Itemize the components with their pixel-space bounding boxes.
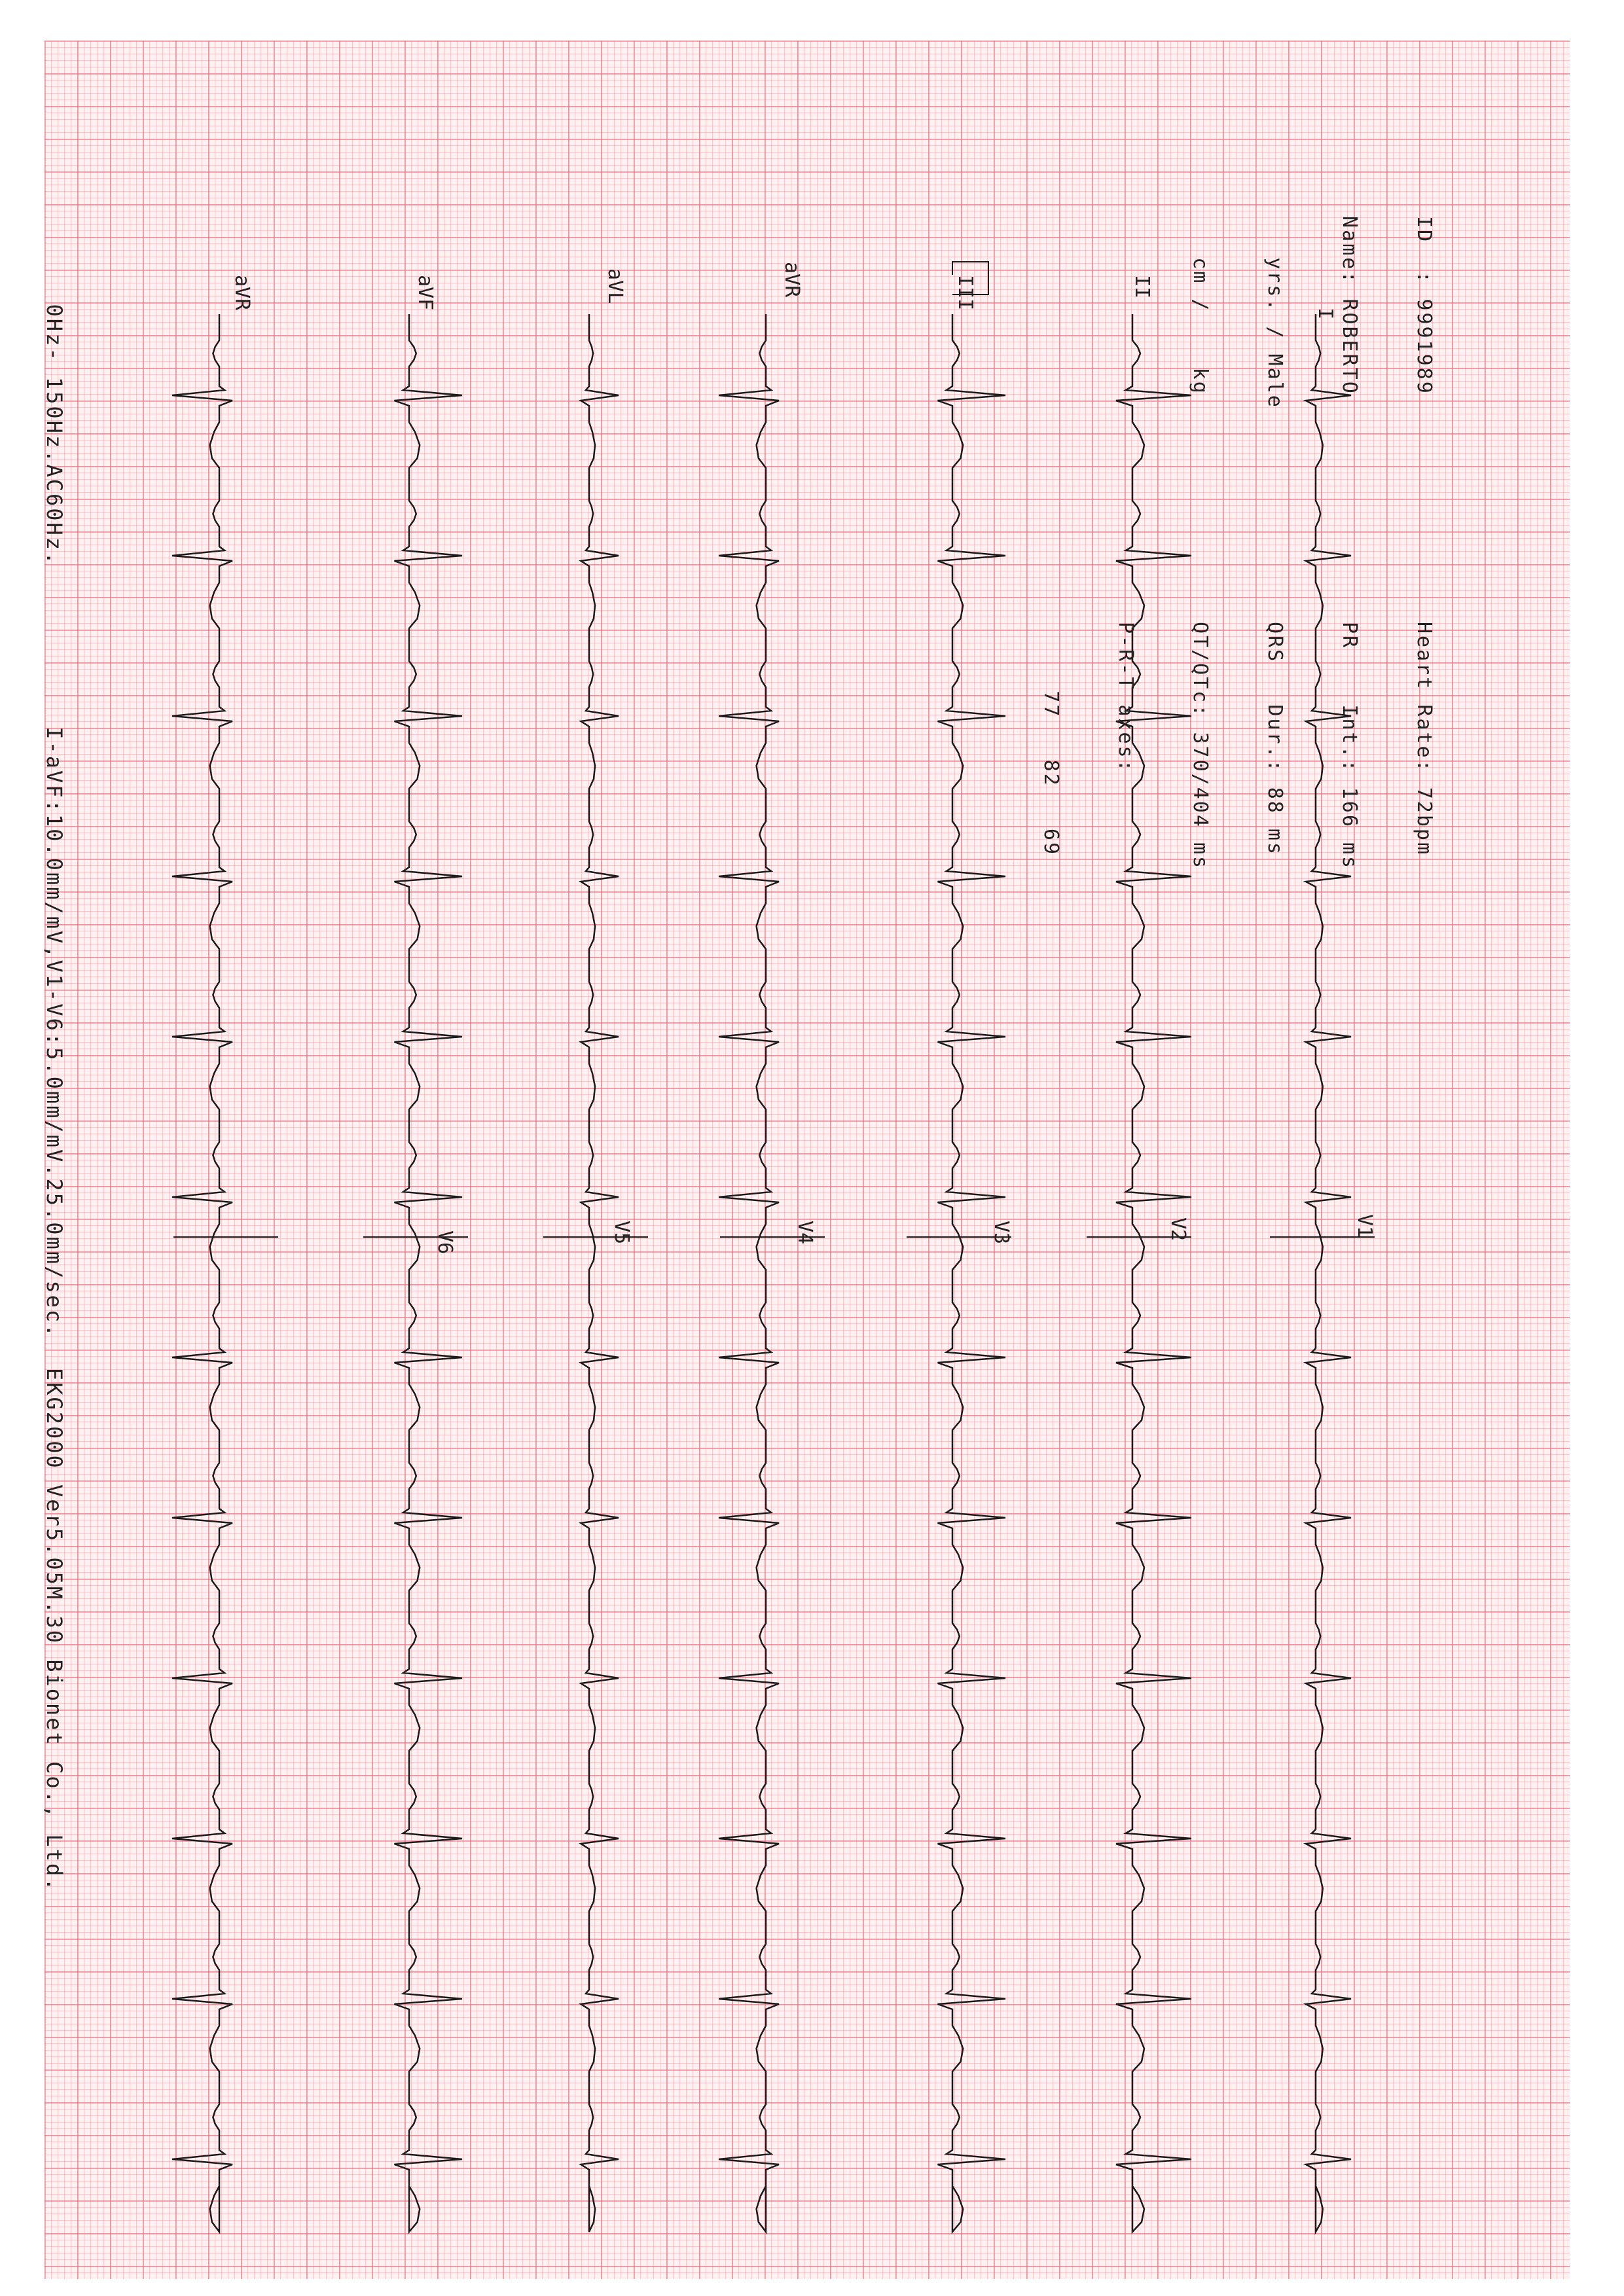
axes-label: P-R-T axes:	[1114, 622, 1137, 774]
lead-label-v2: V2	[1166, 1217, 1189, 1242]
measurements-block	[1013, 622, 1486, 870]
qt-label: QT/QTc:	[1189, 622, 1212, 719]
footer	[42, 275, 92, 1892]
ecg-strip-3	[938, 314, 1006, 2232]
lead-label-i: I	[1314, 308, 1337, 320]
footer-filter: 0Hz- 150Hz.AC60Hz.	[42, 304, 67, 567]
ecg-strip-1	[1306, 314, 1351, 2232]
pr-label: PR Int.:	[1338, 622, 1361, 774]
lead-label-v6: V6	[433, 1230, 456, 1255]
id-label: ID :	[1413, 216, 1435, 285]
ecg-strip-2	[1116, 314, 1191, 2232]
height-weight: cm / kg	[1189, 257, 1212, 395]
pr-value: 166 ms	[1338, 787, 1361, 870]
lead-label-avf: aVF	[414, 275, 437, 311]
qrs-value: 88 ms	[1263, 787, 1286, 857]
axes-values: 77 82 69	[1039, 691, 1062, 857]
lead-label-v1: V1	[1353, 1214, 1376, 1238]
name-label: Name:	[1338, 216, 1361, 285]
qrs-label: QRS Dur.:	[1263, 622, 1286, 774]
footer-settings: I-aVF:10.0mm/mV,V1-V6:5.0mm/mV.25.0mm/sec.	[42, 726, 67, 1339]
age-sex: yrs. / Male	[1263, 257, 1286, 409]
lead-label-v3: V3	[990, 1221, 1013, 1245]
lead-label-avl: aVL	[604, 268, 626, 304]
footer-device: EKG2000 Ver5.05M.30 Bionet Co., Ltd.	[42, 1367, 67, 1893]
ecg-strip-5	[581, 314, 619, 2232]
id-value: 9991989	[1413, 298, 1435, 395]
lead-label-v5: V5	[610, 1221, 633, 1245]
name-value: ROBERTO	[1338, 298, 1361, 395]
lead-label-v4: V4	[793, 1221, 816, 1245]
lead-label-ii: II	[1130, 275, 1153, 299]
lead-label-avr-2: aVR	[230, 275, 253, 311]
qt-value: 370/404 ms	[1189, 732, 1212, 870]
ecg-strip-7	[172, 314, 232, 2232]
lead-label-avr-1: aVR	[780, 262, 803, 298]
heart-rate-label: Heart Rate:	[1413, 622, 1435, 774]
ecg-strip-4	[719, 314, 779, 2232]
ecg-strip-6	[395, 314, 463, 2232]
lead-label-iii: III	[954, 275, 977, 311]
heart-rate-value: 72bpm	[1413, 787, 1435, 857]
